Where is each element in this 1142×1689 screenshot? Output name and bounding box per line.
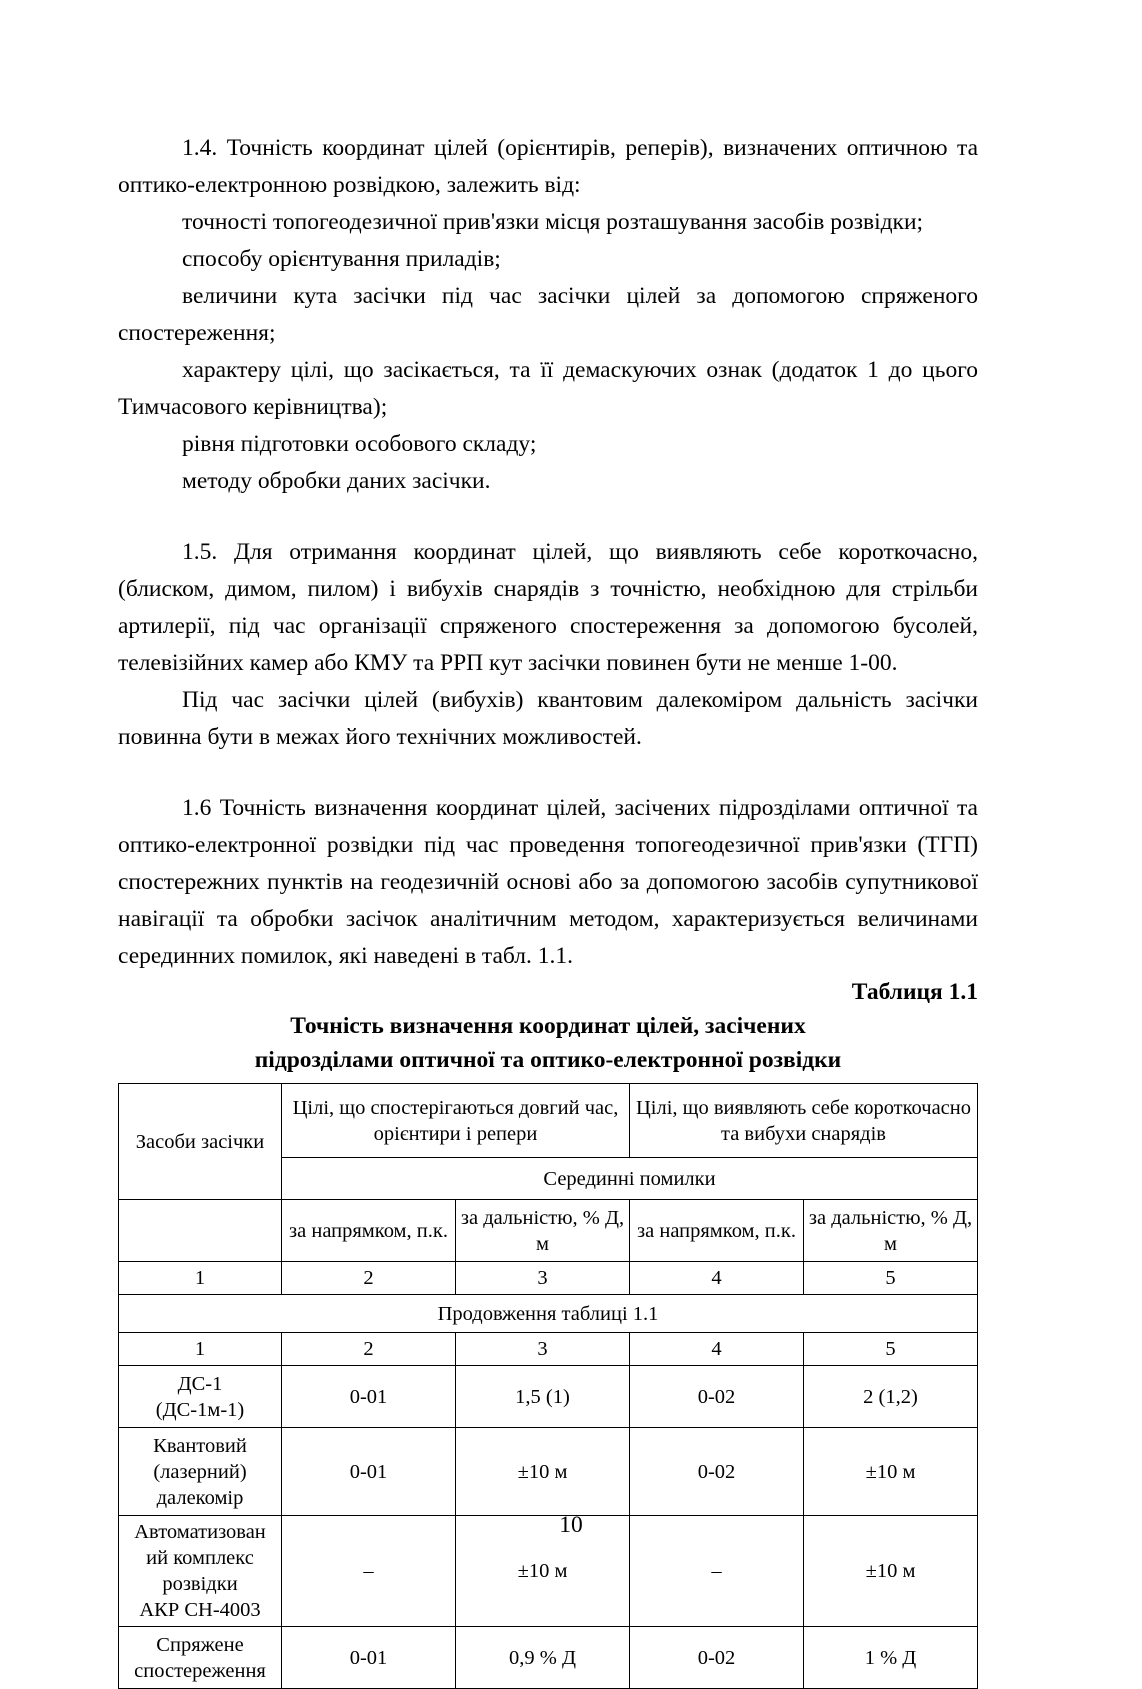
column-number-5-repeat: 5 (804, 1333, 978, 1366)
header-cell-means-of-intersection: Засоби засічки (119, 1084, 282, 1200)
column-number-3-repeat: 3 (456, 1333, 630, 1366)
cell-conjugate-direction-1: 0-01 (282, 1627, 456, 1689)
table-header-row-subcolumns (119, 1200, 978, 1262)
row-label-conjugate-line-1: Спряжене (156, 1633, 244, 1656)
accuracy-table (118, 1083, 978, 1689)
table-continuation-label: Продовження таблиці 1.1 (119, 1295, 978, 1333)
row-label-akr-line-4: АКР СН-4003 (139, 1599, 261, 1621)
cell-ds1-direction-1: 0-01 (282, 1366, 456, 1428)
cell-quantum-direction-1: 0-01 (282, 1428, 456, 1516)
paragraph-1-6: 1.6 Точність визначення координат цілей, засічених підрозділами оптичної та оптико-електронної розвідки під час проведення топогеодезичної прив'язки (ТГП) спостережних пунктів на геодезичній основі або за допомогою засобів супутникової навігації та обробки засічок аналітичним методом, характеризується величинами серединних помилок, які наведені в табл. 1.1. (118, 795, 978, 969)
table-row (119, 1366, 978, 1428)
cell-conjugate-direction-2: 0-02 (630, 1627, 804, 1689)
table-header-row-groups (119, 1084, 978, 1158)
list-item-intersection-angle: величини кута засічки під час засічки цілей за допомогою спряженого спостереження; (118, 283, 978, 346)
column-number-1-repeat: 1 (119, 1333, 282, 1366)
cell-quantum-range-1: ±10 м (456, 1428, 630, 1516)
paragraph-1-5-continued: Під час засічки цілей (вибухів) квантовим далекоміром дальність засічки повинна бути в межах його технічних можливостей. (118, 687, 978, 750)
table-title-line-2: підрозділами оптичної та оптико-електронної розвідки (254, 1047, 842, 1073)
page-content (118, 130, 978, 1689)
list-item-personnel-training: рівня підготовки особового складу; (182, 431, 537, 457)
cell-akr-direction-1: – (282, 1516, 456, 1627)
list-item-orientation-method: способу орієнтування приладів; (182, 246, 501, 272)
column-number-2: 2 (282, 1262, 456, 1295)
header-cell-group-short-lived: Цілі, що виявляють себе короткочасно та вибухи снарядів (630, 1084, 978, 1158)
header-cell-direction-2: за напрямком, п.к. (630, 1200, 804, 1262)
list-item-accuracy-topogeodetic: точності топогеодезичної прив'язки місця розташування засобів розвідки; (182, 209, 924, 235)
cell-quantum-direction-2: 0-02 (630, 1428, 804, 1516)
header-cell-blank (119, 1200, 282, 1262)
paragraph-spacer (118, 500, 978, 534)
cell-akr-direction-2: – (630, 1516, 804, 1627)
table-row (119, 1627, 978, 1689)
cell-ds1-range-1: 1,5 (1) (456, 1366, 630, 1428)
row-label-ds1 (119, 1366, 282, 1428)
header-cell-direction-1: за напрямком, п.к. (282, 1200, 456, 1262)
cell-conjugate-range-1: 0,9 % Д (456, 1627, 630, 1689)
header-cell-range-2: за дальністю, % Д, м (804, 1200, 978, 1262)
cell-ds1-direction-2: 0-02 (630, 1366, 804, 1428)
row-label-quantum-line-2: (лазерний) (153, 1460, 247, 1483)
row-label-quantum-line-1: Квантовий (153, 1434, 247, 1457)
table-column-number-row (119, 1262, 978, 1295)
header-cell-group-long-observed: Цілі, що спостерігаються довгий час, орієнтири і репери (282, 1084, 630, 1158)
row-label-conjugate-line-2: спостереження (134, 1659, 266, 1682)
column-number-4: 4 (630, 1262, 804, 1295)
header-cell-range-1: за дальністю, % Д, м (456, 1200, 630, 1262)
table-continuation-row (119, 1295, 978, 1333)
table-number-label: Таблиця 1.1 (851, 979, 978, 1005)
cell-quantum-range-2: ±10 м (804, 1428, 978, 1516)
column-number-1: 1 (119, 1262, 282, 1295)
list-item-target-character: характеру цілі, що засікається, та її демаскуючих ознак (додаток 1 до цього Тимчасового керівництва); (118, 357, 978, 420)
column-number-2-repeat: 2 (282, 1333, 456, 1366)
paragraph-1-4: 1.4. Точність координат цілей (орієнтирів, реперів), визначених оптичною та оптико-електронною розвідкою, залежить від: (118, 135, 978, 198)
row-label-akr-line-3: розвідки (162, 1573, 238, 1595)
page-number: 10 (559, 1512, 583, 1538)
table-title-line-1: Точність визначення координат цілей, засічених (290, 1013, 806, 1039)
cell-ds1-range-2: 2 (1,2) (804, 1366, 978, 1428)
row-label-akr-line-2: ий комплекс (146, 1547, 254, 1569)
row-label-ds1-line-1: ДС-1 (177, 1372, 223, 1395)
table-column-number-row-2 (119, 1333, 978, 1366)
cell-conjugate-range-2: 1 % Д (804, 1627, 978, 1689)
column-number-3: 3 (456, 1262, 630, 1295)
cell-akr-range-2: ±10 м (804, 1516, 978, 1627)
row-label-quantum-rangefinder (119, 1428, 282, 1516)
table-row (119, 1428, 978, 1516)
column-number-5: 5 (804, 1262, 978, 1295)
row-label-ds1-line-2: (ДС-1м-1) (155, 1398, 245, 1421)
row-label-quantum-line-3: далекомір (156, 1486, 244, 1509)
row-label-akr-line-1: Автоматизован (134, 1521, 266, 1543)
paragraph-1-5: 1.5. Для отримання координат цілей, що виявляють себе короткочасно, (блиском, димом, пилом) і вибухів снарядів з точністю, необхідною для стрільби артилерії, під час організації спряженого спостереження за допомогою бусолей, телевізійних камер або КМУ та РРП кут засічки повинен бути не менше 1-00. (118, 539, 978, 676)
paragraph-spacer-2 (118, 756, 978, 790)
list-item-data-processing: методу обробки даних засічки. (182, 468, 491, 494)
column-number-4-repeat: 4 (630, 1333, 804, 1366)
row-label-conjugate-observation (119, 1627, 282, 1689)
header-cell-middle-errors: Серединні помилки (282, 1158, 978, 1200)
cell-akr-range-1: ±10 м (456, 1516, 630, 1627)
